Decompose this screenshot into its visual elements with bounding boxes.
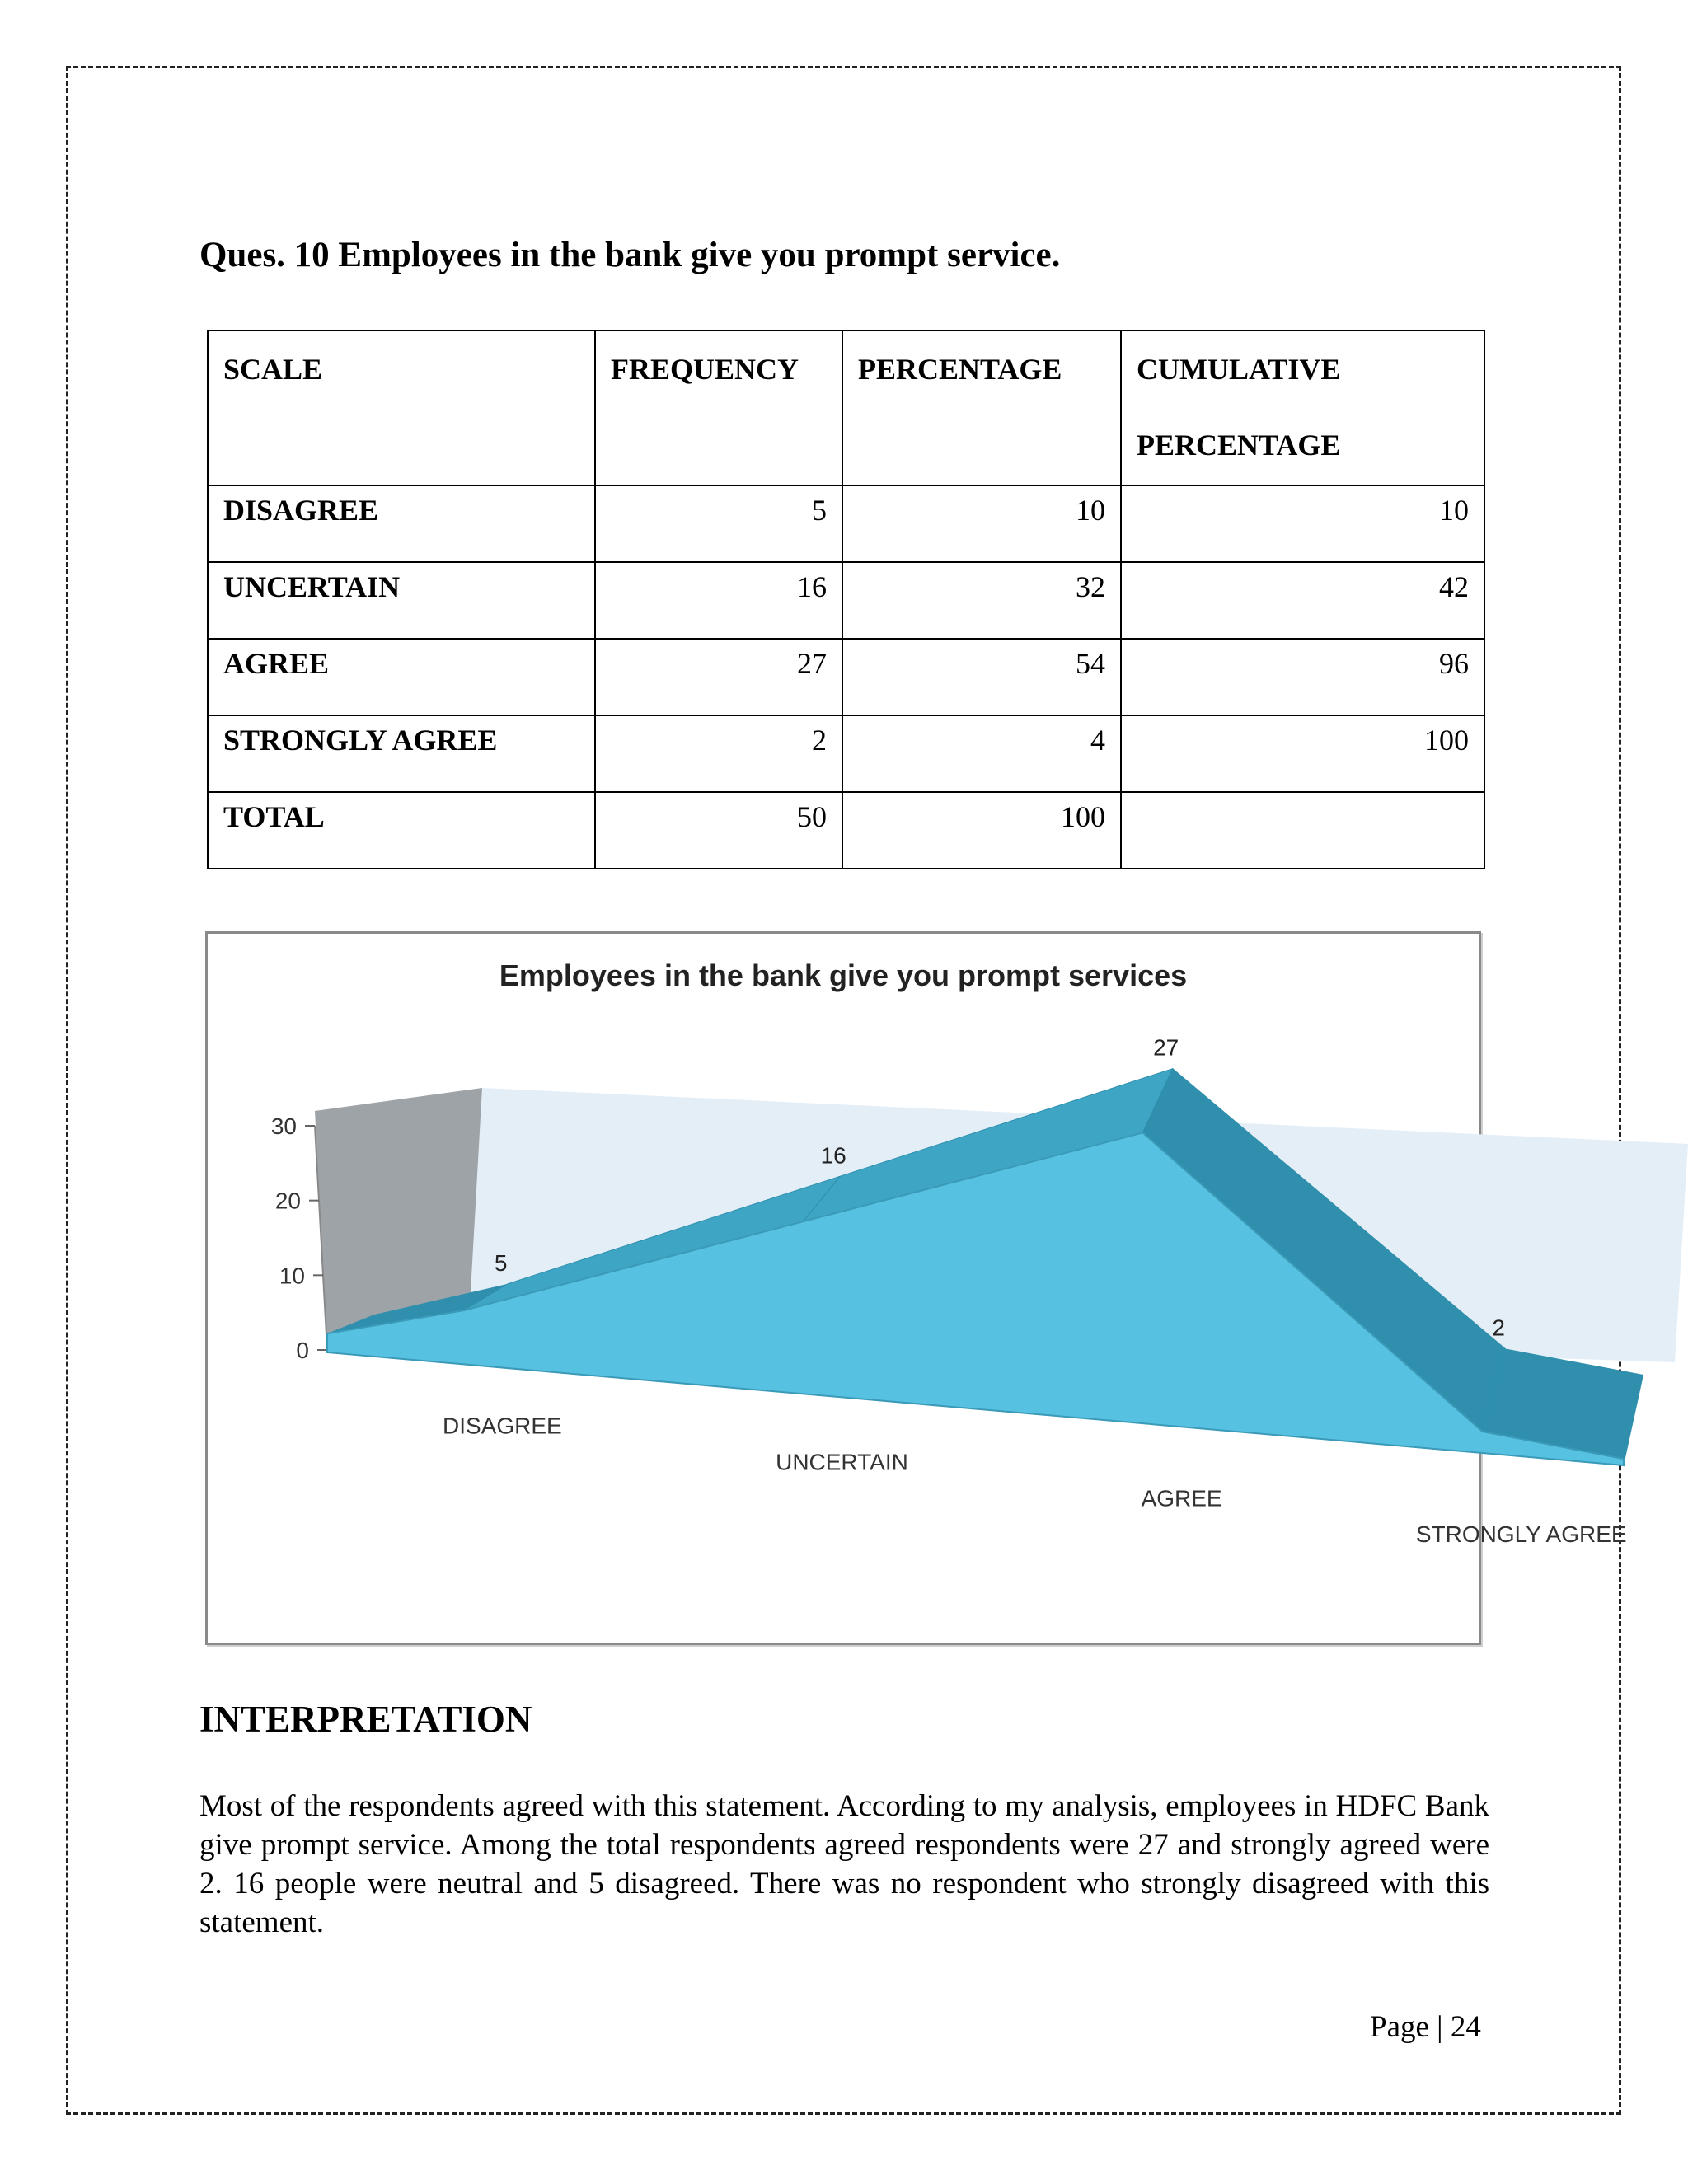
interpretation-heading: INTERPRETATION bbox=[199, 1699, 532, 1740]
table-row-total bbox=[208, 792, 1484, 869]
cell-cumulative: 10 bbox=[1121, 485, 1484, 562]
area-chart-3d bbox=[208, 934, 1627, 1643]
header-percentage: PERCENTAGE bbox=[842, 330, 1121, 485]
category-label: DISAGREE bbox=[443, 1413, 562, 1439]
y-tick-label: 0 bbox=[296, 1338, 309, 1363]
cell-frequency: 27 bbox=[595, 639, 842, 715]
cell-percentage: 100 bbox=[842, 792, 1121, 869]
y-tick-label: 30 bbox=[270, 1113, 297, 1139]
y-tick-label: 20 bbox=[274, 1188, 301, 1214]
cell-scale: UNCERTAIN bbox=[208, 562, 595, 639]
data-label: 16 bbox=[820, 1142, 846, 1169]
cell-scale: STRONGLY AGREE bbox=[208, 715, 595, 792]
data-label: 27 bbox=[1153, 1034, 1179, 1061]
table-row bbox=[208, 715, 1484, 792]
cell-cumulative: 42 bbox=[1121, 562, 1484, 639]
cell-frequency: 5 bbox=[595, 485, 842, 562]
table-row bbox=[208, 485, 1484, 562]
cell-cumulative: 100 bbox=[1121, 715, 1484, 792]
cell-percentage: 54 bbox=[842, 639, 1121, 715]
cell-frequency: 2 bbox=[595, 715, 842, 792]
header-frequency: FREQUENCY bbox=[595, 330, 842, 485]
frequency-table bbox=[207, 330, 1485, 869]
interpretation-text: Most of the respondents agreed with this statement. According to my analysis, employees in HDFC Bank give prompt service. Among the total respondents agreed respondents were 27 and strongly agreed were 2. 16 people were neutral and 5 disagreed. There was no respondent who strongly disagreed with this statement. bbox=[199, 1789, 1489, 1939]
header-cumulative-line1: CUMULATIVE bbox=[1137, 353, 1341, 386]
table-row bbox=[208, 562, 1484, 639]
cell-percentage: 4 bbox=[842, 715, 1121, 792]
cell-percentage: 32 bbox=[842, 562, 1121, 639]
cell-percentage: 10 bbox=[842, 485, 1121, 562]
cell-scale: AGREE bbox=[208, 639, 595, 715]
category-label: STRONGLY AGREE bbox=[1415, 1521, 1627, 1548]
category-label: UNCERTAIN bbox=[776, 1449, 908, 1475]
chart-title: Employees in the bank give you prompt services bbox=[499, 958, 1188, 992]
question-title: Ques. 10 Employees in the bank give you prompt service. bbox=[199, 236, 1061, 274]
chart-frame bbox=[205, 931, 1627, 1645]
table-header-row bbox=[208, 330, 1484, 485]
table-row bbox=[208, 639, 1484, 715]
cell-scale: TOTAL bbox=[208, 792, 595, 869]
y-tick-label: 10 bbox=[279, 1263, 305, 1289]
header-cumulative-percentage bbox=[1121, 330, 1484, 485]
page-number: Page | 24 bbox=[1370, 2010, 1481, 2044]
cell-cumulative: 96 bbox=[1121, 639, 1484, 715]
data-label: 5 bbox=[494, 1249, 508, 1276]
cell-frequency: 16 bbox=[595, 562, 842, 639]
cell-cumulative bbox=[1121, 792, 1484, 869]
cell-scale: DISAGREE bbox=[208, 485, 595, 562]
category-label: AGREE bbox=[1141, 1485, 1222, 1511]
header-cumulative-line2: PERCENTAGE bbox=[1137, 429, 1341, 462]
header-scale: SCALE bbox=[208, 330, 595, 485]
cell-frequency: 50 bbox=[595, 792, 842, 869]
data-label: 2 bbox=[1492, 1315, 1505, 1341]
